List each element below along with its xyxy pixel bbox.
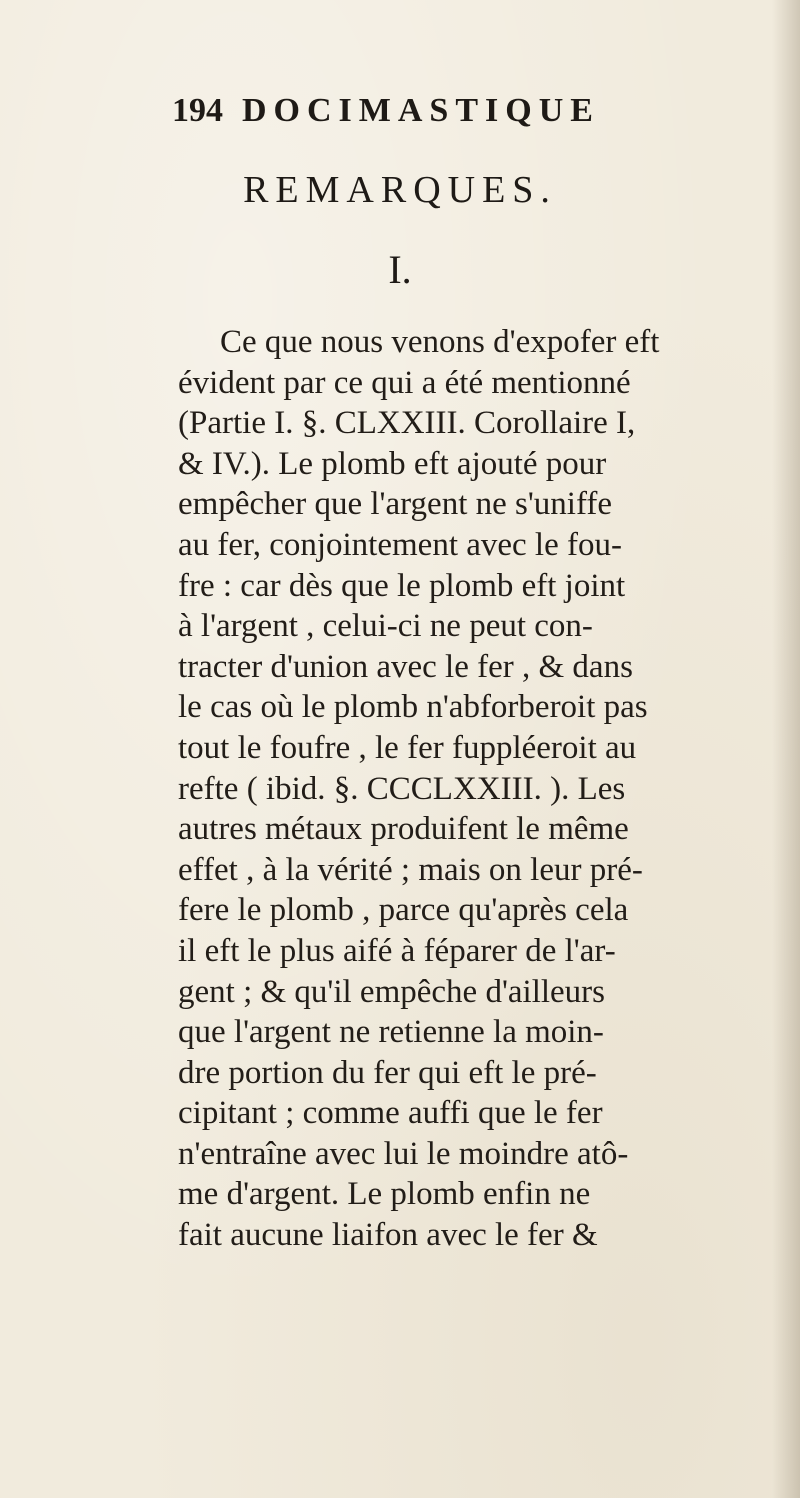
- text-line: fere le plomb , parce qu'après cela: [178, 892, 629, 929]
- text-line: autres métaux produifent le même: [178, 811, 629, 848]
- text-line: fre : car dès que le plomb eft joint: [178, 567, 626, 604]
- body-paragraph: [178, 322, 778, 1256]
- text-line: cipitant ; comme auffi que le fer: [178, 1095, 603, 1132]
- text-line: gent ; & qu'il empêche d'ailleurs: [178, 973, 606, 1010]
- text-line: au fer, conjointement avec le fou-: [178, 526, 622, 563]
- text-line: dre portion du fer qui eft le pré-: [178, 1054, 597, 1091]
- text-line: fait aucune liaifon avec le fer &: [178, 1217, 598, 1254]
- section-title: REMARQUES.: [243, 169, 557, 211]
- running-title: DOCIMASTIQUE: [242, 92, 600, 129]
- text-line: tout le foufre , le fer fuppléeroit au: [178, 729, 637, 766]
- text-line: à l'argent , celui-ci ne peut con-: [178, 608, 593, 645]
- page-number: 194: [172, 92, 223, 129]
- running-header: [172, 92, 692, 142]
- text-line: (Partie I. §. CLXXIII. Corollaire I,: [178, 405, 636, 442]
- text-line: n'entraîne avec lui le moindre atô-: [178, 1135, 629, 1172]
- text-line: refte ( ibid. §. CCCLXXIII. ). Les: [178, 770, 626, 807]
- text-line: effet , à la vérité ; mais on leur pré-: [178, 851, 643, 888]
- text-line: le cas où le plomb n'abforberoit pas: [178, 689, 648, 726]
- text-line: évident par ce qui a été mentionné: [178, 364, 631, 401]
- text-line: & IV.). Le plomb eft ajouté pour: [178, 445, 607, 482]
- section-number: I.: [388, 247, 412, 292]
- text-line: me d'argent. Le plomb enfin ne: [178, 1176, 591, 1213]
- text-line: Ce que nous venons d'expofer eft: [220, 324, 660, 360]
- text-line: il eft le plus aifé à féparer de l'ar-: [178, 932, 616, 969]
- text-line: tracter d'union avec le fer , & dans: [178, 648, 633, 685]
- text-line: que l'argent ne retienne la moin-: [178, 1014, 604, 1051]
- text-line: empêcher que l'argent ne s'uniffe: [178, 486, 612, 523]
